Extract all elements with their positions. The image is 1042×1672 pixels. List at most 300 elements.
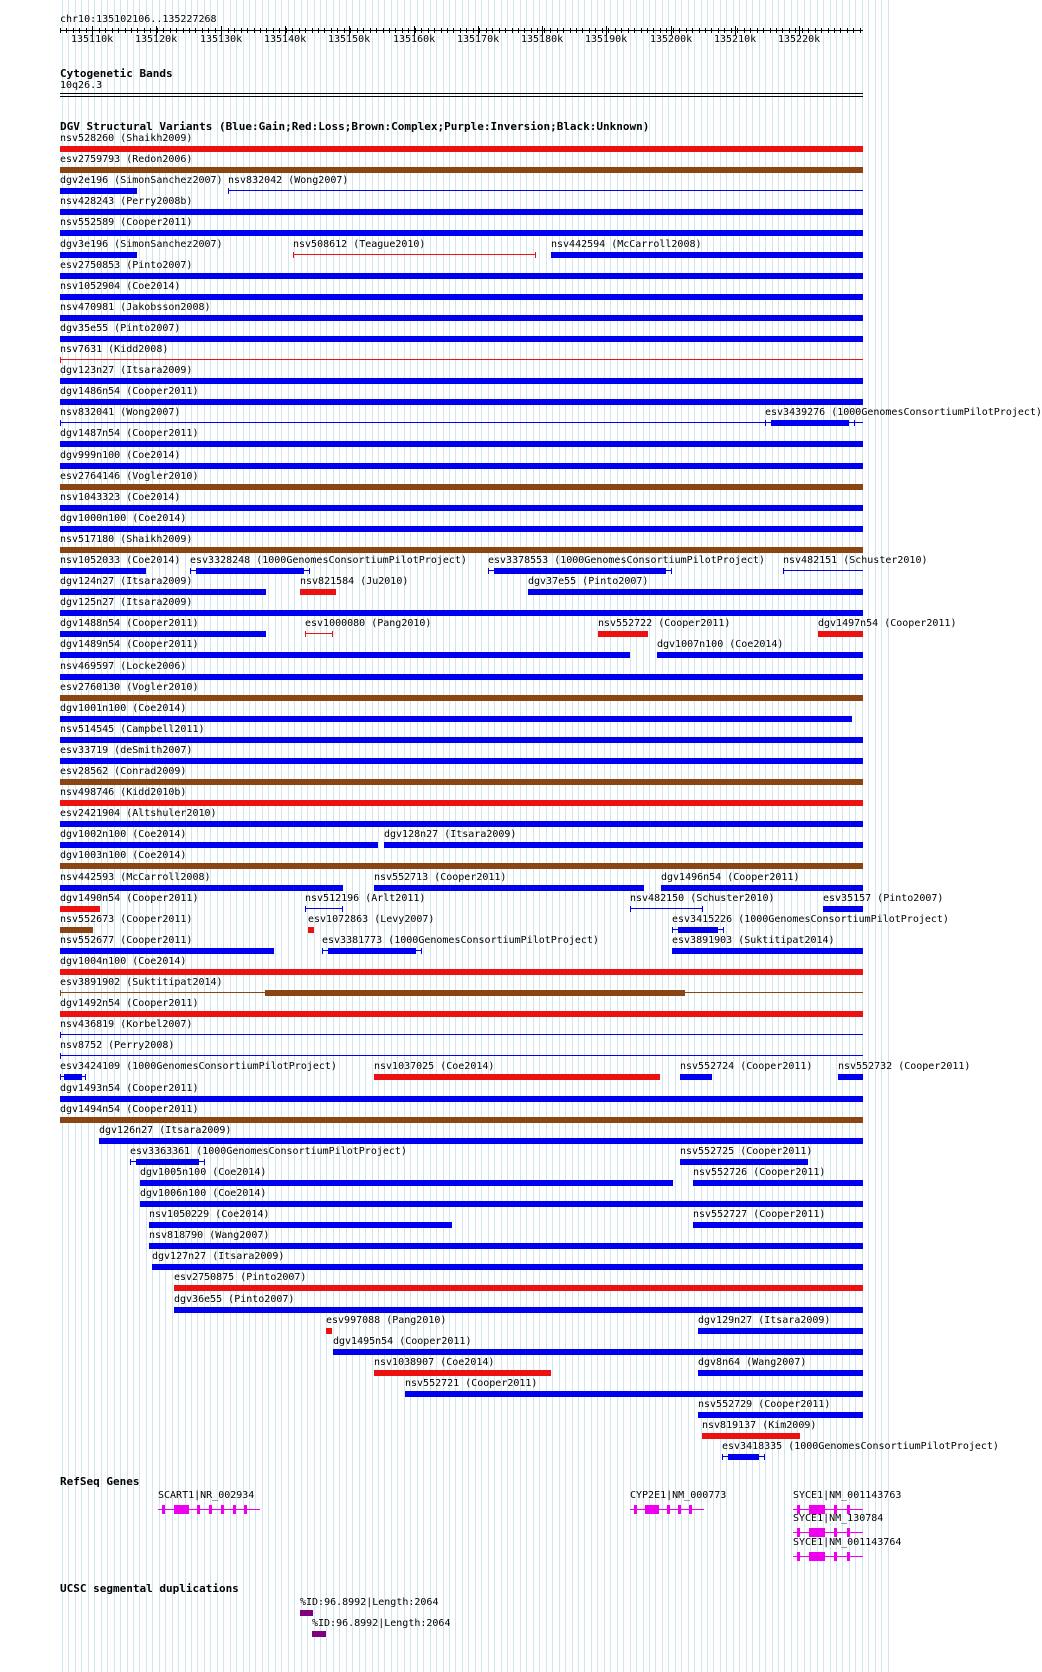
variant-bar[interactable]	[60, 610, 863, 616]
ruler-minor-tick	[176, 28, 177, 33]
variant-label: esv3363361 (1000GenomesConsortiumPilotProject)	[130, 1146, 407, 1157]
variant-bar[interactable]	[60, 230, 863, 236]
variant-label: nsv482151 (Schuster2010)	[783, 555, 928, 566]
gene-exon[interactable]	[162, 1505, 165, 1514]
variant-label: dgv125n27 (Itsara2009)	[60, 597, 193, 608]
gene-exon[interactable]	[233, 1505, 236, 1514]
ruler-minor-tick	[389, 28, 390, 33]
ruler-minor-tick	[105, 28, 106, 33]
variant-bar[interactable]	[60, 547, 863, 553]
variant-label: esv1072863 (Levy2007)	[308, 914, 435, 925]
variant-bar[interactable]	[60, 821, 863, 827]
variant-label: nsv552727 (Cooper2011)	[693, 1209, 826, 1220]
variant-bar[interactable]	[60, 252, 137, 258]
gene-exon[interactable]	[797, 1552, 800, 1561]
variant-bar[interactable]	[60, 589, 266, 595]
variant-bar[interactable]	[60, 758, 863, 764]
cytoband-bar-bottom	[60, 96, 863, 97]
variant-label: nsv8752 (Perry2008)	[60, 1040, 175, 1051]
variant-bar[interactable]	[300, 589, 336, 595]
variant-bar[interactable]	[60, 948, 274, 954]
ruler-minor-tick	[802, 28, 803, 33]
ruler-tick-label: 135130k	[200, 34, 243, 45]
variant-bar[interactable]	[136, 1159, 199, 1165]
ruler-range: chr10:135102106..135227268	[60, 14, 217, 25]
variant-line-cap	[60, 357, 61, 363]
variant-label: dgv1487n54 (Cooper2011)	[60, 428, 199, 439]
ruler-minor-tick	[376, 28, 377, 33]
ruler-minor-tick	[692, 28, 693, 33]
ruler-minor-tick	[434, 28, 435, 33]
variant-line[interactable]	[293, 254, 536, 255]
variant-line[interactable]	[630, 908, 703, 909]
variant-bar[interactable]	[698, 1328, 863, 1334]
ruler-minor-tick	[724, 28, 725, 33]
variant-line[interactable]	[60, 1055, 863, 1056]
ruler-minor-tick	[595, 28, 596, 33]
variant-bar[interactable]	[60, 378, 863, 384]
variant-bar[interactable]	[60, 399, 863, 405]
ruler-minor-tick	[286, 28, 287, 33]
variant-bar[interactable]	[374, 1074, 660, 1080]
grid-line	[243, 0, 244, 1672]
variant-line-cap	[342, 906, 343, 912]
gene-label: SYCE1|NM_001143763	[793, 1490, 902, 1501]
ruler-minor-tick	[744, 28, 745, 33]
ruler-minor-tick	[615, 28, 616, 33]
ruler-tick-label: 135170k	[457, 34, 500, 45]
variant-label: nsv552673 (Cooper2011)	[60, 914, 193, 925]
ruler-minor-tick	[247, 28, 248, 33]
variant-bar[interactable]	[672, 948, 863, 954]
gene-exon[interactable]	[186, 1505, 189, 1514]
variant-label: esv997088 (Pang2010)	[326, 1315, 447, 1326]
ruler-tick-label: 135140k	[264, 34, 307, 45]
ruler-minor-tick	[299, 28, 300, 33]
gene-exon[interactable]	[209, 1505, 212, 1514]
ruler-minor-tick	[705, 28, 706, 33]
variant-label: nsv552725 (Cooper2011)	[680, 1146, 813, 1157]
variant-bar[interactable]	[149, 1222, 452, 1228]
variant-label: esv2759793 (Redon2006)	[60, 154, 193, 165]
gene-exon[interactable]	[822, 1528, 825, 1537]
variant-bar[interactable]	[60, 441, 863, 447]
ruler-tick-label: 135210k	[714, 34, 757, 45]
variant-bar[interactable]	[598, 631, 648, 637]
variant-bar[interactable]	[823, 906, 863, 912]
ruler-minor-tick	[195, 28, 196, 33]
cytoband-label: 10q26.3	[60, 80, 103, 91]
variant-bar[interactable]	[149, 1243, 863, 1249]
variant-line-cap	[190, 568, 191, 574]
ruler-minor-tick	[337, 28, 338, 33]
variant-bar[interactable]	[693, 1222, 863, 1228]
variant-bar[interactable]	[60, 652, 630, 658]
variant-bar[interactable]	[60, 463, 863, 469]
gene-exon[interactable]	[244, 1505, 247, 1514]
variant-label: esv28562 (Conrad2009)	[60, 766, 187, 777]
variant-bar[interactable]	[60, 779, 863, 785]
variant-bar[interactable]	[60, 1011, 863, 1017]
variant-label: nsv832042 (Wong2007)	[228, 175, 349, 186]
grid-line	[223, 0, 224, 1672]
variant-bar[interactable]	[60, 631, 266, 637]
variant-bar[interactable]	[374, 1370, 551, 1376]
ruler-minor-tick	[602, 28, 603, 33]
variant-label: nsv552721 (Cooper2011)	[405, 1378, 538, 1389]
gene-exon[interactable]	[634, 1505, 637, 1514]
variant-label: dgv1004n100 (Coe2014)	[60, 956, 187, 967]
variant-bar[interactable]	[174, 1307, 863, 1313]
grid-line	[830, 0, 831, 1672]
ruler-minor-tick	[576, 28, 577, 33]
ruler-minor-tick	[79, 28, 80, 33]
ruler-minor-tick	[789, 28, 790, 33]
ruler-minor-tick	[273, 28, 274, 33]
ruler-minor-tick	[260, 28, 261, 33]
variant-label: nsv528260 (Shaikh2009)	[60, 133, 193, 144]
variant-bar[interactable]	[333, 1349, 863, 1355]
variant-bar[interactable]	[818, 631, 863, 637]
ruler-minor-tick	[757, 28, 758, 33]
variant-bar[interactable]	[698, 1370, 863, 1376]
ruler-minor-tick	[312, 28, 313, 33]
ruler-tick-label: 135190k	[585, 34, 628, 45]
variant-line-cap	[309, 568, 310, 574]
gene-exon[interactable]	[847, 1528, 850, 1537]
ruler-minor-tick	[860, 28, 861, 33]
variant-bar[interactable]	[680, 1074, 712, 1080]
variant-line-cap	[332, 631, 333, 637]
variant-line-cap	[60, 1053, 61, 1059]
variant-line-cap	[85, 1074, 86, 1080]
variant-bar[interactable]	[60, 209, 863, 215]
ruler-minor-tick	[118, 28, 119, 33]
cytoband-title: Cytogenetic Bands	[60, 67, 173, 80]
variant-label: dgv124n27 (Itsara2009)	[60, 576, 193, 587]
variant-bar[interactable]	[60, 927, 93, 933]
segdup-title: UCSC segmental duplications	[60, 1582, 239, 1595]
variant-label: nsv552724 (Cooper2011)	[680, 1061, 813, 1072]
segdup-bar[interactable]	[300, 1610, 313, 1616]
variant-bar[interactable]	[265, 990, 685, 996]
variant-label: dgv1489n54 (Cooper2011)	[60, 639, 199, 650]
grid-line	[862, 0, 863, 1672]
ruler-minor-tick	[544, 28, 545, 33]
variant-line[interactable]	[60, 359, 863, 360]
ruler-minor-tick	[750, 28, 751, 33]
variant-bar[interactable]	[60, 167, 863, 173]
ruler-minor-tick	[370, 28, 371, 33]
variant-label: esv2750853 (Pinto2007)	[60, 260, 193, 271]
variant-bar[interactable]	[60, 842, 378, 848]
variant-line-cap	[204, 1159, 205, 1165]
variant-label: dgv1496n54 (Cooper2011)	[661, 872, 800, 883]
ruler-minor-tick	[241, 28, 242, 33]
gene-exon[interactable]	[847, 1552, 850, 1561]
gene-label: SYCE1|NM_130784	[793, 1513, 884, 1524]
ruler-minor-tick	[795, 28, 796, 33]
ruler-minor-tick	[828, 28, 829, 33]
variant-bar[interactable]	[196, 568, 304, 574]
ruler-minor-tick	[563, 28, 564, 33]
variant-bar[interactable]	[661, 885, 863, 891]
variant-line[interactable]	[228, 190, 863, 191]
variant-bar[interactable]	[60, 674, 863, 680]
grid-line	[268, 0, 269, 1672]
ruler-minor-tick	[428, 28, 429, 33]
variant-bar[interactable]	[657, 652, 863, 658]
variant-bar[interactable]	[308, 927, 314, 933]
variant-bar[interactable]	[60, 484, 863, 490]
variant-label: nsv1037025 (Coe2014)	[374, 1061, 495, 1072]
variant-bar[interactable]	[60, 737, 863, 743]
variant-label: dgv1486n54 (Cooper2011)	[60, 386, 199, 397]
variant-line-cap	[305, 906, 306, 912]
grid-line	[533, 0, 534, 1672]
ruler-minor-tick	[266, 28, 267, 33]
variant-label: dgv126n27 (Itsara2009)	[99, 1125, 232, 1136]
variant-label: nsv512196 (Arlt2011)	[305, 893, 426, 904]
variant-line-cap	[783, 568, 784, 574]
grid-line	[823, 0, 824, 1672]
variant-label: nsv1052904 (Coe2014)	[60, 281, 181, 292]
ruler-minor-tick	[318, 28, 319, 33]
gene-intron-line[interactable]	[793, 1532, 863, 1533]
variant-label: nsv470981 (Jakobsson2008)	[60, 302, 211, 313]
variant-bar[interactable]	[838, 1074, 863, 1080]
variant-label: dgv1497n54 (Cooper2011)	[818, 618, 957, 629]
variant-line-cap	[672, 927, 673, 933]
variant-label: nsv552722 (Cooper2011)	[598, 618, 731, 629]
gene-exon[interactable]	[809, 1528, 823, 1537]
variant-label: dgv1492n54 (Cooper2011)	[60, 998, 199, 1009]
ruler-minor-tick	[821, 28, 822, 33]
variant-label: dgv123n27 (Itsara2009)	[60, 365, 193, 376]
variant-bar[interactable]	[60, 863, 863, 869]
ruler-minor-tick	[479, 28, 480, 33]
ruler-minor-tick	[331, 28, 332, 33]
variant-label: nsv818790 (Wang2007)	[149, 1230, 270, 1241]
ruler-minor-tick	[718, 28, 719, 33]
ruler-minor-tick	[234, 28, 235, 33]
ruler-minor-tick	[350, 28, 351, 33]
variant-line-cap	[60, 1032, 61, 1038]
variant-label: nsv821584 (Ju2010)	[300, 576, 409, 587]
variant-bar[interactable]	[60, 906, 100, 912]
variant-bar[interactable]	[60, 800, 863, 806]
gene-exon[interactable]	[809, 1552, 823, 1561]
variant-bar[interactable]	[551, 252, 863, 258]
variant-label: dgv1005n100 (Coe2014)	[140, 1167, 267, 1178]
variant-bar[interactable]	[60, 336, 863, 342]
variant-label: dgv128n27 (Itsara2009)	[384, 829, 517, 840]
variant-line-cap	[488, 568, 489, 574]
ruler-minor-tick	[492, 28, 493, 33]
variant-line[interactable]	[60, 422, 863, 423]
variant-label: esv3381773 (1000GenomesConsortiumPilotProject)	[322, 935, 599, 946]
variant-line[interactable]	[305, 908, 343, 909]
variant-bar[interactable]	[60, 505, 863, 511]
variant-line-cap	[60, 420, 61, 426]
variant-bar[interactable]	[60, 1096, 863, 1102]
ruler-minor-tick	[505, 28, 506, 33]
variant-bar[interactable]	[528, 589, 863, 595]
segdup-bar[interactable]	[312, 1631, 326, 1637]
variant-bar[interactable]	[152, 1264, 863, 1270]
variant-bar[interactable]	[60, 273, 863, 279]
ruler-minor-tick	[215, 28, 216, 33]
variant-bar[interactable]	[326, 1328, 332, 1334]
variant-bar[interactable]	[405, 1391, 863, 1397]
variant-line[interactable]	[305, 633, 333, 634]
ruler-minor-tick	[679, 28, 680, 33]
ruler-minor-tick	[840, 28, 841, 33]
grid-line	[230, 0, 231, 1672]
ruler-minor-tick	[292, 28, 293, 33]
variant-bar[interactable]	[60, 526, 863, 532]
variant-bar[interactable]	[60, 969, 863, 975]
variant-line-cap	[60, 990, 61, 996]
ruler-minor-tick	[357, 28, 358, 33]
gene-exon[interactable]	[834, 1552, 837, 1561]
ruler-minor-tick	[441, 28, 442, 33]
variant-bar[interactable]	[140, 1180, 673, 1186]
variant-bar[interactable]	[374, 885, 644, 891]
ruler-minor-tick	[589, 28, 590, 33]
gene-exon[interactable]	[822, 1552, 825, 1561]
variant-label: nsv552732 (Cooper2011)	[838, 1061, 971, 1072]
variant-line-cap	[671, 568, 672, 574]
variant-bar[interactable]	[698, 1412, 863, 1418]
gene-exon[interactable]	[221, 1505, 224, 1514]
ruler-minor-tick	[408, 28, 409, 33]
ruler-minor-tick	[99, 28, 100, 33]
variant-label: nsv436819 (Korbel2007)	[60, 1019, 193, 1030]
variant-bar[interactable]	[693, 1180, 863, 1186]
variant-bar[interactable]	[60, 716, 852, 722]
variant-label: nsv498746 (Kidd2010b)	[60, 787, 187, 798]
variant-line-cap	[421, 948, 422, 954]
variant-label: nsv552729 (Cooper2011)	[698, 1399, 831, 1410]
variant-bar[interactable]	[99, 1138, 863, 1144]
ruler-minor-tick	[324, 28, 325, 33]
variant-bar[interactable]	[728, 1454, 759, 1460]
variant-label: esv2750875 (Pinto2007)	[174, 1272, 307, 1283]
ruler-minor-tick	[808, 28, 809, 33]
gene-intron-line[interactable]	[793, 1509, 863, 1510]
variant-label: esv3415226 (1000GenomesConsortiumPilotProject)	[672, 914, 949, 925]
grid-line	[262, 0, 263, 1672]
ruler-minor-tick	[137, 28, 138, 33]
variant-line[interactable]	[783, 570, 863, 571]
variant-bar[interactable]	[60, 294, 863, 300]
variant-label: esv3891903 (Suktitipat2014)	[672, 935, 835, 946]
ruler-minor-tick	[486, 28, 487, 33]
cytoband-bar-top	[60, 93, 863, 94]
variant-line-cap	[322, 948, 323, 954]
gene-exon[interactable]	[678, 1505, 681, 1514]
variant-label: esv3891902 (Suktitipat2014)	[60, 977, 223, 988]
variant-bar[interactable]	[771, 420, 849, 426]
grid-line	[836, 0, 837, 1672]
variant-label: esv1000080 (Pang2010)	[305, 618, 432, 629]
grid-line	[255, 0, 256, 1672]
variant-label: dgv1000n100 (Coe2014)	[60, 513, 187, 524]
variant-bar[interactable]	[494, 568, 666, 574]
variant-label: esv3328248 (1000GenomesConsortiumPilotProject)	[190, 555, 467, 566]
variant-label: esv3439276 (1000GenomesConsortiumPilotProject)	[765, 407, 1042, 418]
variant-bar[interactable]	[60, 315, 863, 321]
ruler-minor-tick	[647, 28, 648, 33]
variant-line[interactable]	[60, 1034, 863, 1035]
variant-label: dgv1490n54 (Cooper2011)	[60, 893, 199, 904]
ruler-minor-tick	[699, 28, 700, 33]
variant-label: esv35157 (Pinto2007)	[823, 893, 944, 904]
variant-label: dgv1002n100 (Coe2014)	[60, 829, 187, 840]
ruler-minor-tick	[499, 28, 500, 33]
variant-label: nsv1043323 (Coe2014)	[60, 492, 181, 503]
variant-label: esv3424109 (1000GenomesConsortiumPilotProject)	[60, 1061, 337, 1072]
ruler-tick-label: 135160k	[393, 34, 436, 45]
gene-exon[interactable]	[689, 1505, 692, 1514]
variant-bar[interactable]	[328, 948, 416, 954]
variant-bar[interactable]	[174, 1285, 863, 1291]
gene-exon[interactable]	[656, 1505, 659, 1514]
gene-label: SCART1|NR_002934	[158, 1490, 255, 1501]
grid-line	[881, 0, 882, 1672]
ruler-minor-tick	[402, 28, 403, 33]
ruler-minor-tick	[344, 28, 345, 33]
variant-line-cap	[765, 420, 766, 426]
variant-label: nsv442593 (McCarroll2008)	[60, 872, 211, 883]
variant-bar[interactable]	[60, 695, 863, 701]
variant-bar[interactable]	[64, 1074, 82, 1080]
gene-exon[interactable]	[667, 1505, 670, 1514]
variant-bar[interactable]	[678, 927, 718, 933]
variant-bar[interactable]	[60, 885, 343, 891]
variant-line-cap	[228, 188, 229, 194]
variant-bar[interactable]	[60, 146, 863, 152]
variant-line-cap	[723, 927, 724, 933]
variant-bar[interactable]	[680, 1159, 808, 1165]
variant-label: nsv1038907 (Coe2014)	[374, 1357, 495, 1368]
ruler-minor-tick	[666, 28, 667, 33]
variant-label: esv3378553 (1000GenomesConsortiumPilotProject)	[488, 555, 765, 566]
variant-bar[interactable]	[60, 568, 146, 574]
variant-bar[interactable]	[60, 188, 137, 194]
gene-exon[interactable]	[797, 1528, 800, 1537]
variant-label: dgv127n27 (Itsara2009)	[152, 1251, 285, 1262]
gene-exon[interactable]	[834, 1528, 837, 1537]
variant-bar[interactable]	[60, 1117, 863, 1123]
ruler-minor-tick	[421, 28, 422, 33]
variant-label: esv2764146 (Vogler2010)	[60, 471, 199, 482]
ruler-minor-tick	[686, 28, 687, 33]
variant-bar[interactable]	[140, 1201, 863, 1207]
variant-bar[interactable]	[384, 842, 863, 848]
variant-line-cap	[764, 1454, 765, 1460]
grid-line	[817, 0, 818, 1672]
ruler-minor-tick	[537, 28, 538, 33]
gene-intron-line[interactable]	[793, 1556, 863, 1557]
variant-label: dgv1007n100 (Coe2014)	[657, 639, 784, 650]
variant-bar[interactable]	[702, 1433, 800, 1439]
gene-exon[interactable]	[197, 1505, 200, 1514]
ruler-tick-label: 135180k	[521, 34, 564, 45]
variant-label: esv2760130 (Vogler2010)	[60, 682, 199, 693]
ruler-minor-tick	[641, 28, 642, 33]
